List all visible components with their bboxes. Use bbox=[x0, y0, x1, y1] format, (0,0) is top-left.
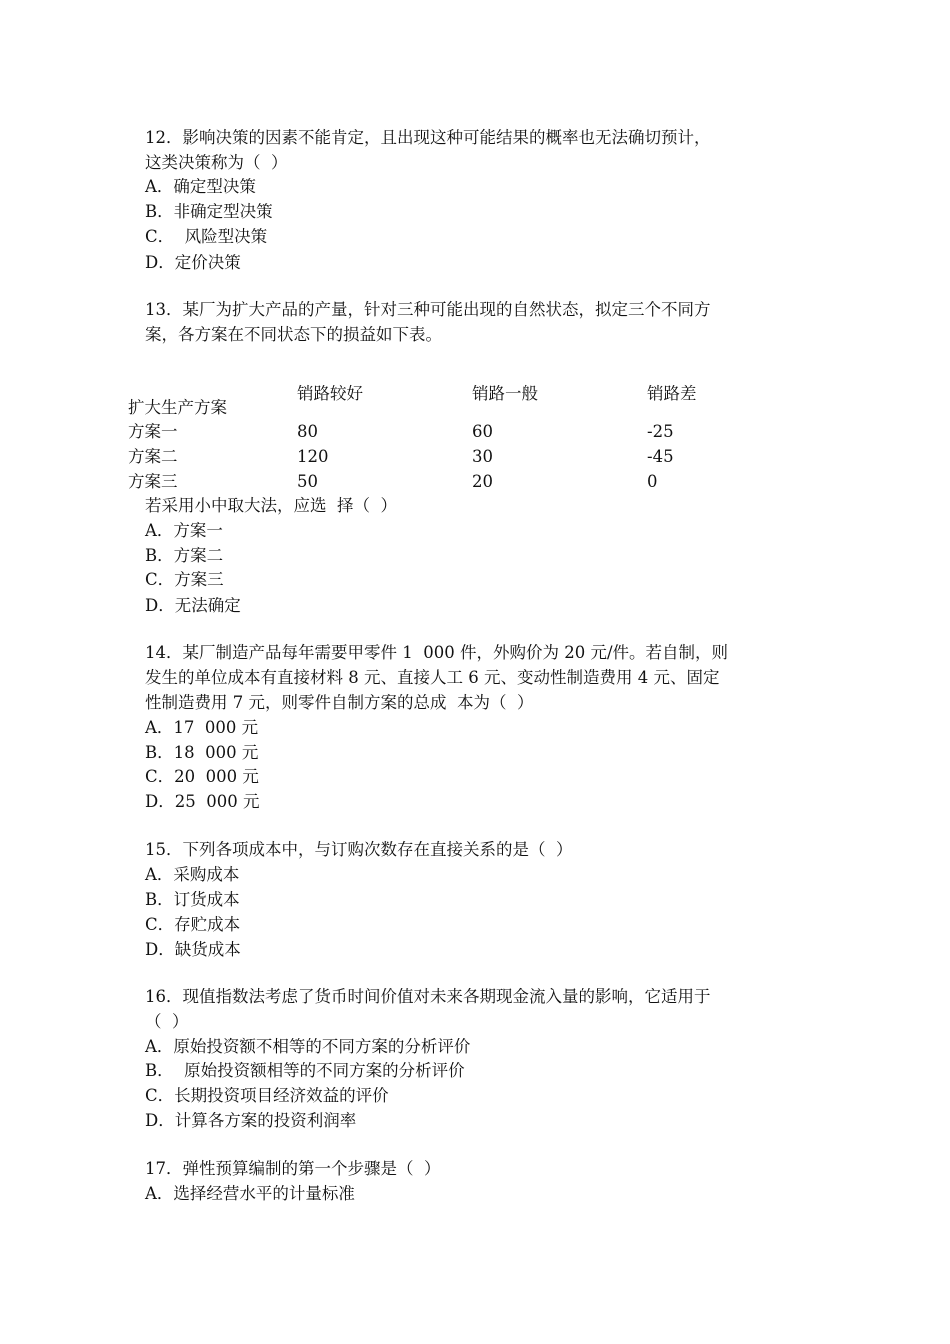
question-13-option-a: A．方案一 bbox=[145, 521, 223, 540]
table-cell: 80 bbox=[297, 422, 318, 441]
table-cell: 50 bbox=[297, 472, 318, 491]
question-13-stem-line-1: 13．某厂为扩大产品的产量，针对三种可能出现的自然状态，拟定三个不同方 bbox=[145, 300, 711, 319]
table-cell: 20 bbox=[472, 472, 493, 491]
question-14-stem-line-1: 14．某厂制造产品每年需要甲零件 1 000 件，外购价为 20 元/件。若自制，则 bbox=[145, 643, 729, 662]
question-12-stem-line-1: 12．影响决策的因素不能肯定，且出现这种可能结果的概率也无法确切预计， bbox=[145, 128, 711, 147]
question-15-option-c: C．存贮成本 bbox=[145, 915, 241, 934]
question-13-stem-line-2: 案，各方案在不同状态下的损益如下表。 bbox=[145, 325, 442, 344]
question-15-option-b: B．订货成本 bbox=[145, 890, 240, 909]
table-corner-label: 扩大生产方案 bbox=[128, 398, 227, 417]
question-12-option-a: A．确定型决策 bbox=[145, 177, 256, 196]
question-13-option-c: C．方案三 bbox=[145, 570, 224, 589]
question-16-option-c: C．长期投资项目经济效益的评价 bbox=[145, 1086, 389, 1105]
question-13-option-b: B．方案二 bbox=[145, 546, 224, 565]
table-cell: 0 bbox=[647, 472, 658, 491]
question-14-stem-line-3: 性制造费用 7 元，则零件自制方案的总成 本为（ ） bbox=[145, 693, 534, 712]
question-15-option-d: D．缺货成本 bbox=[145, 940, 241, 959]
question-17-stem: 17．弹性预算编制的第一个步骤是（ ） bbox=[145, 1159, 441, 1178]
question-13-question: 若采用小中取大法，应选 择（ ） bbox=[145, 496, 397, 515]
table-cell: 120 bbox=[297, 447, 329, 466]
table-row-label: 方案三 bbox=[128, 472, 178, 491]
table-row-label: 方案二 bbox=[128, 447, 178, 466]
question-16-option-a: A．原始投资额不相等的不同方案的分析评价 bbox=[145, 1037, 471, 1056]
question-13-option-d: D．无法确定 bbox=[145, 596, 241, 615]
table-cell: 30 bbox=[472, 447, 493, 466]
question-15-option-a: A．采购成本 bbox=[145, 865, 240, 884]
question-14-option-c: C．20 000 元 bbox=[145, 767, 259, 786]
question-12-stem-line-2: 这类决策称为（ ） bbox=[145, 153, 288, 172]
question-16-option-d: D．计算各方案的投资利润率 bbox=[145, 1111, 357, 1130]
question-16-stem-line-1: 16．现值指数法考虑了货币时间价值对未来各期现金流入量的影响，它适用于 bbox=[145, 987, 711, 1006]
table-header-poor-sales: 销路差 bbox=[647, 384, 697, 403]
table-cell: -45 bbox=[647, 447, 674, 466]
question-14-stem-line-2: 发生的单位成本有直接材料 8 元、直接人工 6 元、变动性制造费用 4 元、固定 bbox=[145, 668, 720, 687]
question-16-option-b: B． 原始投资额相等的不同方案的分析评价 bbox=[145, 1061, 465, 1080]
question-15-stem: 15．下列各项成本中，与订购次数存在直接关系的是（ ） bbox=[145, 840, 573, 859]
question-17-option-a: A．选择经营水平的计量标准 bbox=[145, 1184, 355, 1203]
question-16-stem-line-2: （ ） bbox=[145, 1012, 189, 1031]
question-14-option-a: A．17 000 元 bbox=[145, 718, 259, 737]
table-header-good-sales: 销路较好 bbox=[297, 384, 363, 403]
table-cell: 60 bbox=[472, 422, 493, 441]
question-12-option-b: B．非确定型决策 bbox=[145, 202, 273, 221]
table-header-average-sales: 销路一般 bbox=[472, 384, 538, 403]
question-14-option-b: B．18 000 元 bbox=[145, 743, 259, 762]
question-12-option-d: D．定价决策 bbox=[145, 253, 241, 272]
table-cell: -25 bbox=[647, 422, 674, 441]
table-row-label: 方案一 bbox=[128, 422, 178, 441]
question-14-option-d: D．25 000 元 bbox=[145, 792, 260, 811]
question-12-option-c: C． 风险型决策 bbox=[145, 227, 268, 246]
